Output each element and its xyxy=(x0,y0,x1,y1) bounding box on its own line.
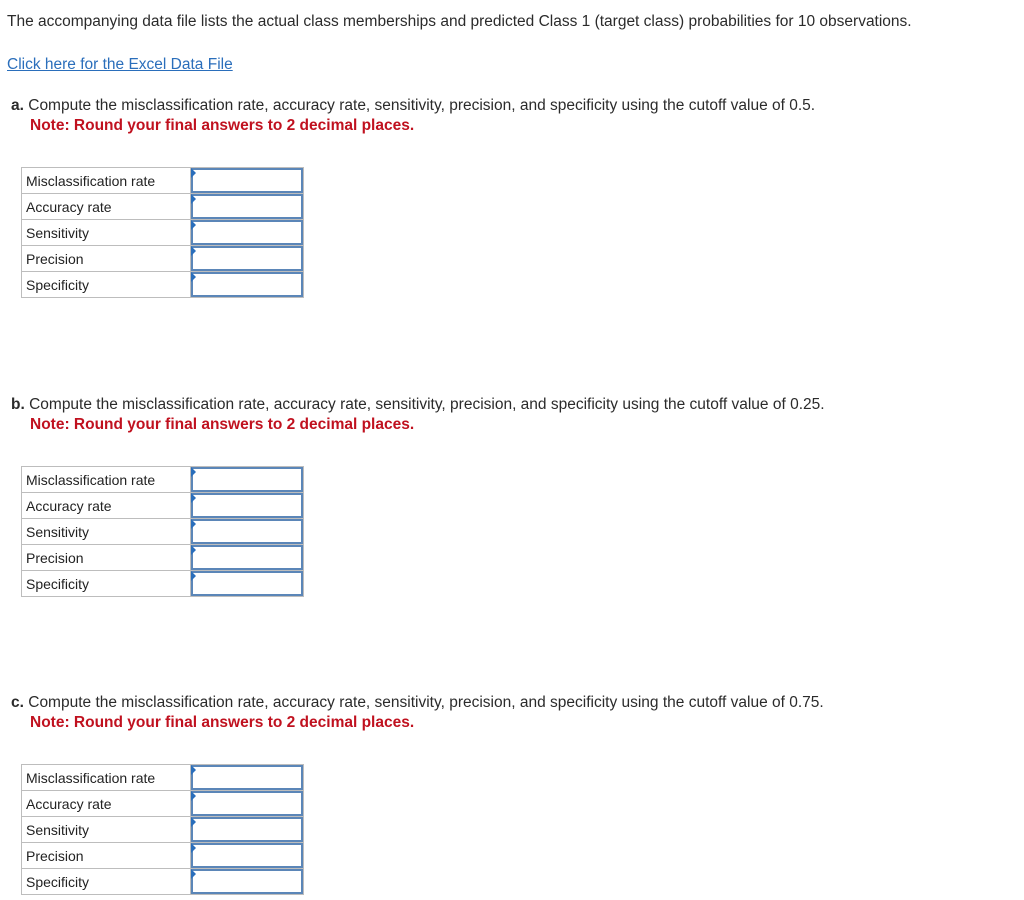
table-row xyxy=(22,272,304,298)
part-a-question-text: Compute the misclassification rate, accuracy rate, sensitivity, precision, and specificity using the cutoff value of 0.5. xyxy=(23,97,816,114)
row-label: Precision xyxy=(22,843,191,869)
table-row xyxy=(22,220,304,246)
part-b-question-text: Compute the misclassification rate, accuracy rate, sensitivity, precision, and specificity using the cutoff value of 0.25. xyxy=(24,396,825,413)
intro-text: The accompanying data file lists the actual class memberships and predicted Class 1 (target class) probabilities for 10 observations. xyxy=(7,13,912,30)
row-label: Precision xyxy=(22,545,191,571)
part-a-precision-input[interactable] xyxy=(191,246,303,271)
required-marker-icon xyxy=(191,843,196,853)
table-row xyxy=(22,791,304,817)
required-marker-icon xyxy=(191,220,196,230)
row-label: Sensitivity xyxy=(22,220,191,246)
table-row xyxy=(22,168,304,194)
part-c-sensitivity-input[interactable] xyxy=(191,817,303,842)
part-c-question-text: Compute the misclassification rate, accuracy rate, sensitivity, precision, and specificity using the cutoff value of 0.75. xyxy=(23,694,824,711)
part-c-letter: c. xyxy=(11,694,24,711)
required-marker-icon xyxy=(191,791,196,801)
part-c-answer-table xyxy=(21,764,304,895)
required-marker-icon xyxy=(191,545,196,555)
part-b-precision-input[interactable] xyxy=(191,545,303,570)
part-b-letter: b. xyxy=(11,396,25,413)
required-marker-icon xyxy=(191,817,196,827)
part-a-question xyxy=(11,96,1011,116)
table-row xyxy=(22,869,304,895)
required-marker-icon xyxy=(191,194,196,204)
part-a-sensitivity-input[interactable] xyxy=(191,220,303,245)
required-marker-icon xyxy=(191,869,196,879)
part-c-specificity-input[interactable] xyxy=(191,869,303,894)
part-b-question xyxy=(11,395,1011,415)
required-marker-icon xyxy=(191,467,196,477)
required-marker-icon xyxy=(191,493,196,503)
row-label: Misclassification rate xyxy=(22,467,191,493)
part-b-specificity-input[interactable] xyxy=(191,571,303,596)
table-row xyxy=(22,519,304,545)
required-marker-icon xyxy=(191,168,196,178)
required-marker-icon xyxy=(191,246,196,256)
part-a-misclassification-rate-input[interactable] xyxy=(191,168,303,193)
row-label: Accuracy rate xyxy=(22,791,191,817)
row-label: Accuracy rate xyxy=(22,194,191,220)
required-marker-icon xyxy=(191,519,196,529)
table-row xyxy=(22,493,304,519)
part-a-note: Note: Round your final answers to 2 decimal places. xyxy=(30,117,415,134)
part-c-question xyxy=(11,693,1011,713)
row-label: Specificity xyxy=(22,869,191,895)
part-b-misclassification-rate-input[interactable] xyxy=(191,467,303,492)
row-label: Specificity xyxy=(22,272,191,298)
table-row xyxy=(22,246,304,272)
part-c-precision-input[interactable] xyxy=(191,843,303,868)
row-label: Accuracy rate xyxy=(22,493,191,519)
row-label: Misclassification rate xyxy=(22,765,191,791)
part-a xyxy=(11,96,1011,136)
row-label: Misclassification rate xyxy=(22,168,191,194)
part-b xyxy=(11,395,1011,435)
row-label: Sensitivity xyxy=(22,817,191,843)
part-c-misclassification-rate-input[interactable] xyxy=(191,765,303,790)
table-row xyxy=(22,817,304,843)
table-row xyxy=(22,194,304,220)
part-c-note: Note: Round your final answers to 2 decimal places. xyxy=(30,714,415,731)
part-c xyxy=(11,693,1011,733)
part-c-accuracy-rate-input[interactable] xyxy=(191,791,303,816)
required-marker-icon xyxy=(191,571,196,581)
row-label: Specificity xyxy=(22,571,191,597)
part-a-answer-table xyxy=(21,167,304,298)
table-row xyxy=(22,765,304,791)
part-b-answer-table xyxy=(21,466,304,597)
table-row xyxy=(22,545,304,571)
part-b-accuracy-rate-input[interactable] xyxy=(191,493,303,518)
row-label: Precision xyxy=(22,246,191,272)
part-a-letter: a. xyxy=(11,97,24,114)
part-b-sensitivity-input[interactable] xyxy=(191,519,303,544)
table-row xyxy=(22,467,304,493)
required-marker-icon xyxy=(191,272,196,282)
excel-data-file-link[interactable]: Click here for the Excel Data File xyxy=(7,56,233,73)
part-a-specificity-input[interactable] xyxy=(191,272,303,297)
part-b-note: Note: Round your final answers to 2 decimal places. xyxy=(30,416,415,433)
table-row xyxy=(22,843,304,869)
required-marker-icon xyxy=(191,765,196,775)
row-label: Sensitivity xyxy=(22,519,191,545)
part-a-accuracy-rate-input[interactable] xyxy=(191,194,303,219)
table-row xyxy=(22,571,304,597)
